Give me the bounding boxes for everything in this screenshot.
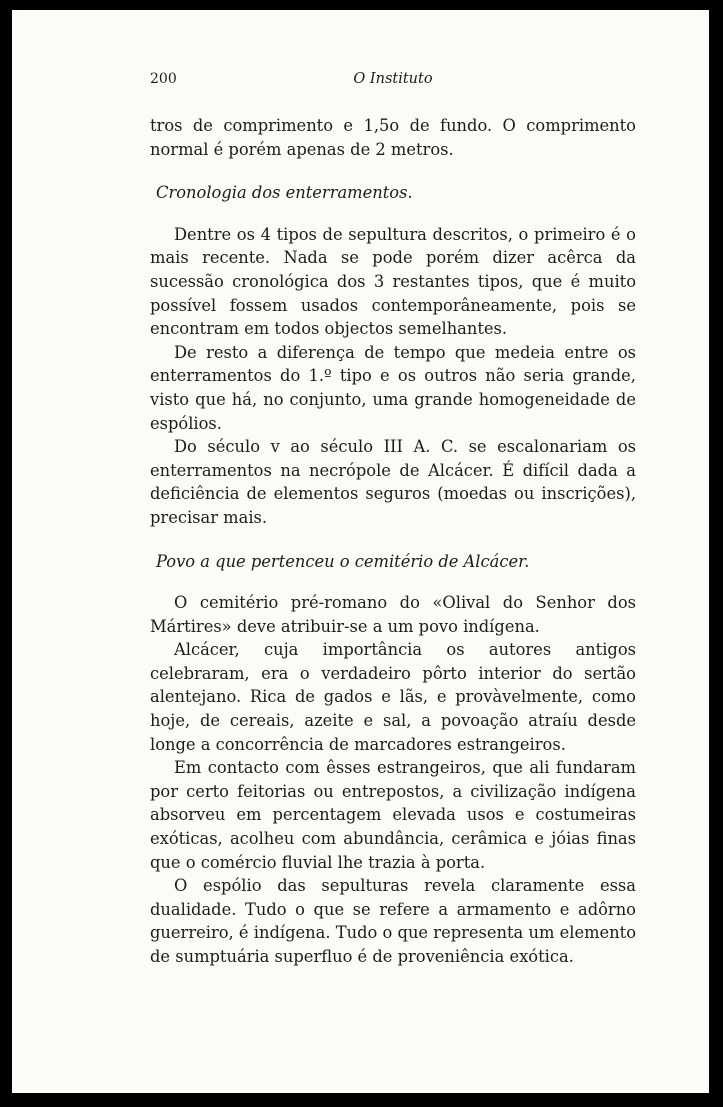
running-title: O Instituto — [353, 71, 433, 87]
page-content — [150, 68, 636, 969]
paragraph: Alcácer, cuja importância os autores antigos celebraram, era o verdadeiro pôrto interior do sertão alentejano. Rica de gados e lãs, e provàvelmente, como hoje, de cereais, azeite e sal, a povoação atraíu desde longe a concorrência de marcadores estrangeiros. — [150, 640, 636, 754]
paragraph: tros de comprimento e 1,5o de fundo. O comprimento normal é porém apenas de 2 metros. — [150, 116, 636, 159]
section-heading-chronology: Cronologia dos enterramentos. — [156, 183, 413, 203]
book-page — [12, 10, 709, 1093]
paragraph: De resto a diferença de tempo que medeia entre os enterramentos do 1.º tipo e os outros não seria grande, visto que há, no conjunto, uma grande homogeneidade de espólios. — [150, 342, 636, 433]
page-header — [150, 68, 636, 92]
page-number: 200 — [150, 71, 177, 87]
section-heading-people: Povo a que pertenceu o cemitério de Alcácer. — [156, 551, 530, 571]
paragraph: Dentre os 4 tipos de sepultura descritos, o primeiro é o mais recente. Nada se pode porém dizer acêrca da sucessão cronológica dos 3 restantes tipos, que é muito possível fossem usados contemporâneamente, pois se encontram em todos objectos semelhantes. — [150, 224, 636, 339]
paragraph: O cemitério pré-romano do «Olival do Senhor dos Mártires» deve atribuir-se a um povo indígena. — [150, 593, 636, 636]
paragraph: Do século v ao século III A. C. se escalonariam os enterramentos na necrópole de Alcácer. É difícil dada a deficiência de elementos seguros (moedas ou inscrições), precisar mais. — [150, 437, 636, 527]
paragraph: O espólio das sepulturas revela claramente essa dualidade. Tudo o que se refere a armamento e adôrno guerreiro, é indígena. Tudo o que representa um elemento de sumptuária superfluo é de proveniência exótica. — [150, 876, 636, 966]
paragraph: Em contacto com êsses estrangeiros, que ali fundaram por certo feitorias ou entrepostos, a civilização indígena absorveu em percentagem elevada usos e costumeiras exóticas, acolheu com abundância, cerâmica e jóias finas que o comércio fluvial lhe trazia à porta. — [150, 758, 636, 872]
